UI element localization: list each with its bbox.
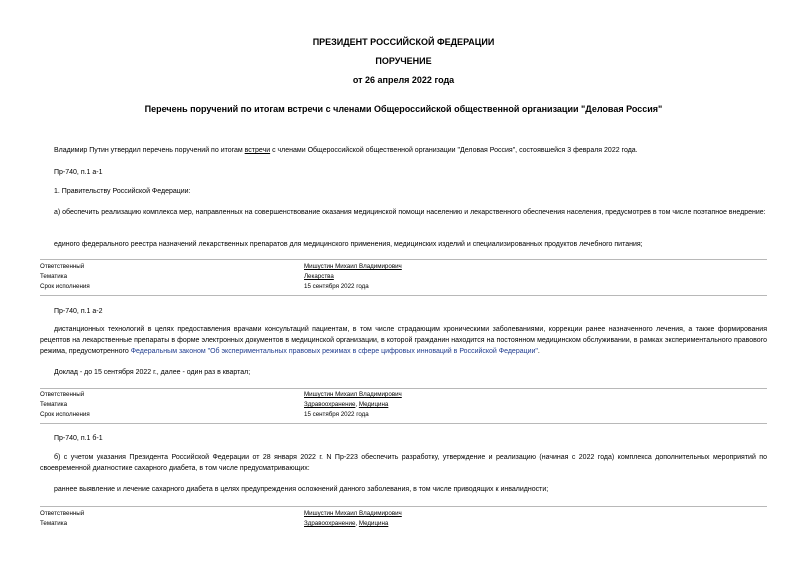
- topic-link[interactable]: Лекарства: [304, 273, 334, 280]
- issuer-heading: ПРЕЗИДЕНТ РОССИЙСКОЙ ФЕДЕРАЦИИ: [312, 37, 495, 47]
- responsible-label: Ответственный: [40, 391, 85, 398]
- item-code: Пр-740, п.1 а-2: [54, 308, 103, 315]
- topic-link[interactable]: Медицина: [358, 401, 389, 408]
- responsible-link[interactable]: Мишустин Михаил Владимирович: [304, 510, 402, 517]
- topic-label: Тематика: [40, 401, 68, 408]
- topic-link[interactable]: Медицина: [358, 520, 389, 527]
- item-paragraph: единого федерального реестра назначений лекарственных препаратов для медицинского применения, медицинских изделий и специализированных продуктов лечебного питания;: [54, 241, 643, 248]
- item-text-end: .: [537, 348, 540, 355]
- topic-label: Тематика: [40, 273, 68, 280]
- document-type: ПОРУЧЕНИЕ: [375, 56, 432, 66]
- topic-links: Здравоохранение, Медицина: [304, 401, 389, 408]
- document-title: Перечень поручений по итогам встречи с членами Общероссийской общественной организации "Деловая Россия": [144, 104, 663, 114]
- responsible-label: Ответственный: [40, 510, 85, 517]
- deadline-label: Срок исполнения: [40, 411, 90, 418]
- item-paragraph: раннее выявление и лечение сахарного диабета в целях предупреждения осложнений данного заболевания, в том числе приводящих к инвалидности;: [54, 486, 549, 493]
- item-code: Пр-740, п.1 а-1: [54, 169, 103, 176]
- item-paragraph: б) с учетом указания Президента Российской Федерации от 28 января 2022 г. N Пр-223 обеспечить разработку, утверждение и реализацию (начиная с 2022 года) комплекса дополнительных мероприятий по своевременной диагностике сахарного диабета, в том числе предусматривающих:: [40, 454, 767, 472]
- section-divider: [40, 423, 767, 424]
- topic-label: Тематика: [40, 520, 68, 527]
- section-divider: [40, 506, 767, 507]
- item-paragraph: а) обеспечить реализацию комплекса мер, направленных на совершенствование оказания медицинской помощи населению и лекарственного обеспечения населения, предусмотрев в том числе поэтапное внедрение:: [54, 209, 766, 216]
- intro-text-before: Владимир Путин утвердил перечень поручений по итогам: [54, 147, 245, 154]
- meeting-link[interactable]: встречи: [244, 147, 271, 154]
- item-paragraph: [40, 324, 767, 357]
- intro-text-after: с членами Общероссийской общественной организации "Деловая Россия", состоявшейся 3 февраля 2022 года.: [270, 147, 638, 154]
- report-note: Доклад - до 15 сентября 2022 г., далее - один раз в квартал;: [54, 369, 251, 376]
- responsible-link[interactable]: Мишустин Михаил Владимирович: [304, 263, 402, 270]
- deadline-label: Срок исполнения: [40, 283, 90, 290]
- topic-link[interactable]: Здравоохранение: [304, 520, 356, 527]
- document-date: от 26 апреля 2022 года: [352, 75, 455, 85]
- topic-link[interactable]: Здравоохранение: [304, 401, 356, 408]
- deadline-value: 15 сентября 2022 года: [304, 283, 369, 290]
- intro-paragraph: [54, 145, 638, 156]
- item-heading: 1. Правительству Российской Федерации:: [54, 188, 191, 195]
- item-text: дистанционных технологий в целях предоставления врачами консультаций пациентам, в том числе страдающим хроническими заболеваниями, коррекции ранее назначенного лечения, а также формирования рецептов на лекарственные препараты в форме электронных документов в медицинской организации, в которой гражданин находится на постоянном медицинском обслуживании, в рамках экспериментального правового режима, предусмотренного: [40, 326, 767, 355]
- federal-law-link[interactable]: Федеральным законом "Об экспериментальных правовых режимах в сфере цифровых инноваций в Российской Федерации": [130, 348, 538, 355]
- section-divider: [40, 388, 767, 389]
- section-divider: [40, 259, 767, 260]
- topic-links: Здравоохранение, Медицина: [304, 520, 389, 527]
- item-code: Пр-740, п.1 б-1: [54, 435, 103, 442]
- responsible-link[interactable]: Мишустин Михаил Владимирович: [304, 391, 402, 398]
- section-divider: [40, 295, 767, 296]
- responsible-label: Ответственный: [40, 263, 85, 270]
- deadline-value: 15 сентября 2022 года: [304, 411, 369, 418]
